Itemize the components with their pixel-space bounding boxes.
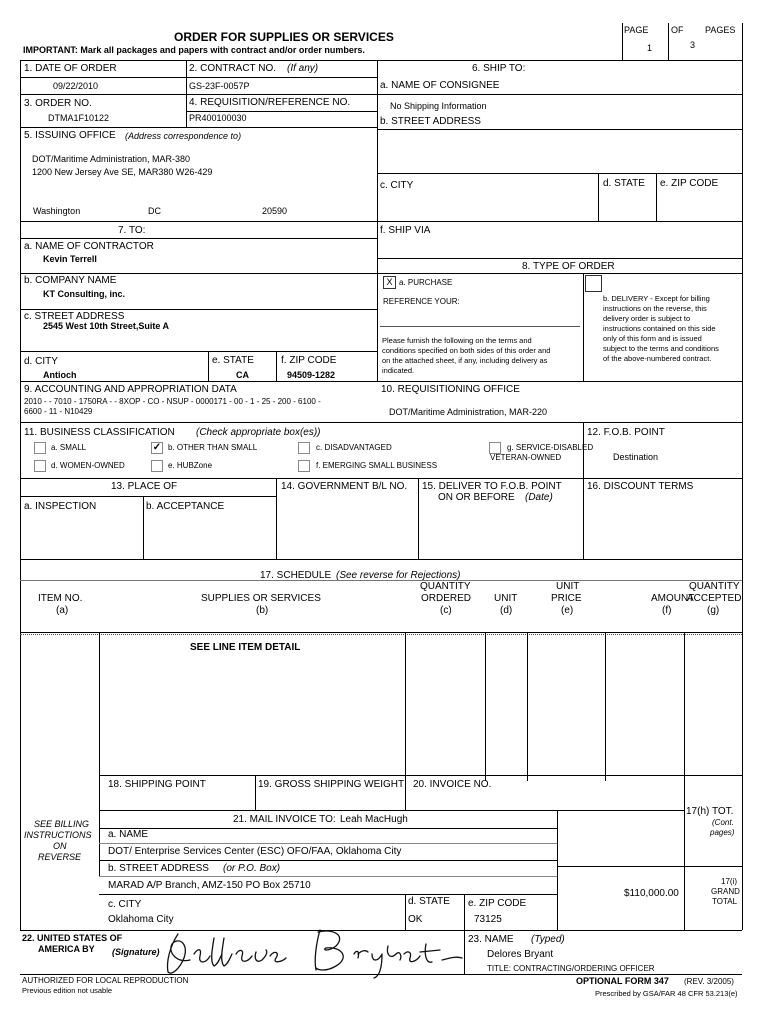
invoice-state-label: d. STATE (408, 896, 450, 907)
grand-total-amount[interactable]: $110,000.00 (624, 888, 679, 899)
col-qty-ordered-1: QUANTITY (420, 581, 471, 592)
us-america-label-2: AMERICA BY (38, 944, 95, 954)
contractor-zip[interactable]: 94509-1282 (287, 370, 336, 380)
gross-weight-label: 19. GROSS SHIPPING WEIGHT (258, 779, 405, 790)
col-unit: UNIT (494, 593, 518, 604)
disadvantaged-checkbox[interactable] (298, 442, 310, 454)
previous-edition: Previous edition not usable (22, 986, 113, 995)
invoice-street-label: b. STREET ADDRESS (108, 863, 209, 874)
requisitioning-office[interactable]: DOT/Maritime Administration, MAR-220 (389, 407, 548, 417)
billing-instr-2: INSTRUCTIONS (24, 830, 92, 840)
form-title: ORDER FOR SUPPLIES OR SERVICES (174, 30, 394, 44)
business-class-note: (Check appropriate box(es)) (196, 427, 321, 438)
requisitioning-office-label: 10. REQUISITIONING OFFICE (381, 384, 520, 395)
invoice-city[interactable]: Oklahoma City (108, 914, 174, 925)
emerging-small-checkbox[interactable] (298, 460, 310, 472)
ship-via-label: f. SHIP VIA (380, 225, 431, 236)
date-of-order[interactable]: 09/22/2010 (53, 81, 99, 91)
grand-total-label-3: TOTAL (712, 897, 738, 906)
issuing-office-label: 5. ISSUING OFFICE (24, 130, 116, 141)
col-amount: AMOUNT (651, 593, 695, 604)
acceptance-label: b. ACCEPTANCE (146, 501, 225, 512)
pages-label: PAGES (705, 25, 736, 35)
place-of-label: 13. PLACE OF (111, 481, 178, 492)
col-qty-accepted-1: QUANTITY (689, 581, 740, 592)
contract-no-label: 2. CONTRACT NO. (189, 63, 277, 74)
invoice-street-note: (or P.O. Box) (223, 863, 281, 874)
contract-no-note: (If any) (287, 63, 319, 74)
invoice-street[interactable]: MARAD A/P Branch, AMZ-150 PO Box 25710 (108, 880, 311, 891)
issuing-office-state[interactable]: DC (148, 206, 161, 216)
date-of-order-label: 1. DATE OF ORDER (24, 63, 117, 74)
page-label: PAGE (624, 25, 649, 35)
mail-invoice-to[interactable]: Leah MacHugh (340, 814, 408, 825)
line-item-detail[interactable]: SEE LINE ITEM DETAIL (190, 642, 301, 653)
total-cont-label: 17(h) TOT. (686, 806, 734, 817)
invoice-no-label: 20. INVOICE NO. (413, 779, 492, 790)
billing-instr-4: REVERSE (38, 852, 82, 862)
contractor-zip-label: f. ZIP CODE (281, 355, 337, 366)
signature-image (150, 924, 470, 980)
fob-point-label: 12. F.O.B. POINT (587, 427, 665, 438)
form-number: OPTIONAL FORM 347 (576, 976, 669, 986)
col-item-no-sub: (a) (56, 605, 69, 616)
col-unit-sub: (d) (500, 605, 513, 616)
business-class-label: 11. BUSINESS CLASSIFICATION (24, 427, 175, 438)
col-qty-accepted-2: ACCEPTED (687, 593, 742, 604)
hubzone-label: e. HUBZone (168, 461, 213, 470)
billing-instr-3: ON (53, 841, 67, 851)
accounting-line2[interactable]: 6600 - 11 - N10429 (24, 407, 93, 416)
small-label: a. SMALL (51, 443, 87, 452)
contractor-street[interactable]: 2545 West 10th Street,Suite A (43, 321, 170, 331)
typed-name-label: 23. NAME (468, 934, 514, 945)
invoice-name-label: a. NAME (108, 829, 149, 840)
authorized-reproduction: AUTHORIZED FOR LOCAL REPRODUCTION (22, 976, 189, 985)
purchase-checkbox[interactable]: X (383, 276, 396, 289)
typed-name-note: (Typed) (531, 934, 565, 945)
schedule-title: 17. SCHEDULE (260, 570, 332, 581)
requisition-no[interactable]: PR400100030 (189, 113, 247, 123)
invoice-zip[interactable]: 73125 (474, 914, 502, 925)
col-supplies-sub: (b) (256, 605, 269, 616)
shipping-point-label: 18. SHIPPING POINT (108, 779, 206, 790)
form-left-border (20, 60, 21, 930)
disadvantaged-label: c. DISADVANTAGED (316, 443, 392, 452)
col-amount-sub: (f) (662, 605, 672, 616)
contractor-city[interactable]: Antioch (43, 370, 77, 380)
invoice-name[interactable]: DOT/ Enterprise Services Center (ESC) OFO/FAA, Oklahoma City (108, 846, 402, 857)
ship-to-state-label: d. STATE (603, 178, 645, 189)
ship-to-zip-label: e. ZIP CODE (660, 178, 719, 189)
col-unit-price-1: UNIT (556, 581, 580, 592)
total-pages[interactable]: 3 (690, 40, 696, 50)
requisition-no-label: 4. REQUISITION/REFERENCE NO. (189, 97, 351, 108)
col-unit-price-2: PRICE (551, 593, 582, 604)
contractor-state[interactable]: CA (236, 370, 249, 380)
deliver-fob-label-2: ON OR BEFORE (438, 492, 515, 503)
sdvosb-label-1: g. SERVICE-DISABLED (507, 443, 594, 452)
invoice-city-label: c. CITY (108, 899, 142, 910)
important-note: IMPORTANT: Mark all packages and papers with contract and/or order numbers. (23, 45, 365, 55)
fob-point[interactable]: Destination (613, 452, 659, 462)
issuing-office-line2[interactable]: 1200 New Jersey Ave SE, MAR380 W26-429 (32, 167, 213, 177)
signature-label: (Signature) (112, 947, 160, 957)
other-than-small-label: b. OTHER THAN SMALL (168, 443, 258, 452)
prescribed-by: Prescribed by GSA/FAR 48 CFR 53.213(e) (595, 989, 738, 998)
col-qty-ordered-sub: (c) (440, 605, 452, 616)
order-no[interactable]: DTMA1F10122 (48, 113, 110, 123)
issuing-office-line1[interactable]: DOT/Maritime Administration, MAR-380 (32, 154, 191, 164)
billing-instr-1: SEE BILLING (34, 819, 90, 829)
emerging-small-label: f. EMERGING SMALL BUSINESS (316, 461, 438, 470)
page-number[interactable]: 1 (647, 43, 653, 53)
issuing-office-note: (Address correspondence to) (125, 131, 242, 141)
typed-name[interactable]: Delores Bryant (487, 949, 554, 960)
ship-to-street-label: b. STREET ADDRESS (380, 116, 481, 127)
us-america-label-1: 22. UNITED STATES OF (22, 933, 123, 943)
col-qty-accepted-sub: (g) (707, 605, 720, 616)
invoice-zip-label: e. ZIP CODE (468, 898, 527, 909)
total-cont-note-2: pages) (710, 828, 735, 837)
form-revision: (REV. 3/2005) (684, 977, 734, 986)
contractor-state-label: e. STATE (212, 355, 254, 366)
order-no-label: 3. ORDER NO. (24, 98, 92, 109)
sdvosb-label-2: VETERAN-OWNED (490, 453, 562, 462)
grand-total-label-1: 17(i) (721, 877, 738, 886)
col-unit-price-sub: (e) (561, 605, 574, 616)
col-supplies: SUPPLIES OR SERVICES (201, 593, 321, 604)
furnish-text: Please furnish the following on the terms and conditions specified on both sides of this order and on the attached sheet, if any, including delivery as indicated. (382, 336, 551, 375)
col-item-no: ITEM NO. (38, 593, 83, 604)
col-qty-ordered-2: ORDERED (421, 593, 472, 604)
issuing-office-zip[interactable]: 20590 (262, 206, 288, 216)
small-checkbox[interactable] (34, 442, 46, 454)
consignee-name[interactable]: No Shipping Information (390, 101, 487, 111)
total-cont-note-1: (Cont. (712, 818, 734, 827)
grand-total-label-2: GRAND (711, 887, 740, 896)
other-than-small-checkbox[interactable]: ✓ (152, 442, 162, 453)
contractor-label: a. NAME OF CONTRACTOR (24, 241, 154, 252)
issuing-office-city[interactable]: Washington (33, 206, 81, 216)
accounting-label: 9. ACCOUNTING AND APPROPRIATION DATA (24, 384, 237, 395)
accounting-line1[interactable]: 2010 - - 7010 - 1750RA - - 8XOP - CO - NSUP - 0000171 - 00 - 1 - 25 - 200 - 6100 - (24, 397, 321, 406)
contractor-city-label: d. CITY (24, 356, 58, 367)
mail-invoice-label: 21. MAIL INVOICE TO: (233, 814, 336, 825)
reference-your-label: REFERENCE YOUR: (383, 297, 460, 306)
gov-bl-label: 14. GOVERNMENT B/L NO. (281, 481, 408, 492)
purchase-label: a. PURCHASE (399, 278, 453, 287)
hubzone-checkbox[interactable] (151, 460, 163, 472)
to-label: 7. TO: (118, 225, 146, 236)
contractor-street-label: c. STREET ADDRESS (24, 311, 125, 322)
delivery-text: b. DELIVERY - Except for billing instructions on the reverse, this delivery order is subject to instructions contained on this side only of this form and is issued subject to the terms and conditions of the above-numbered contract. (603, 294, 719, 363)
discount-terms-label: 16. DISCOUNT TERMS (587, 481, 694, 492)
deliver-fob-label: 15. DELIVER TO F.O.B. POINT (422, 481, 562, 492)
deliver-fob-note: (Date) (525, 492, 553, 503)
of-label: OF (671, 25, 684, 35)
women-owned-checkbox[interactable] (34, 460, 46, 472)
invoice-state[interactable]: OK (408, 914, 423, 925)
consignee-label: a. NAME OF CONSIGNEE (380, 80, 500, 91)
form-right-border (742, 23, 743, 930)
officer-title[interactable]: TITLE: CONTRACTING/ORDERING OFFICER (487, 964, 655, 973)
contractor-name[interactable]: Kevin Terrell (43, 254, 97, 264)
ship-to-city-label: c. CITY (380, 180, 414, 191)
type-of-order-label: 8. TYPE OF ORDER (522, 261, 615, 272)
company-label: b. COMPANY NAME (24, 275, 117, 286)
women-owned-label: d. WOMEN-OWNED (51, 461, 125, 470)
ship-to-label: 6. SHIP TO: (472, 63, 526, 74)
contract-no[interactable]: GS-23F-0057P (189, 81, 250, 91)
delivery-checkbox[interactable] (585, 275, 602, 292)
inspection-label: a. INSPECTION (24, 501, 97, 512)
company-name[interactable]: KT Consulting, inc. (43, 289, 125, 299)
schedule-note: (See reverse for Rejections) (336, 570, 461, 581)
